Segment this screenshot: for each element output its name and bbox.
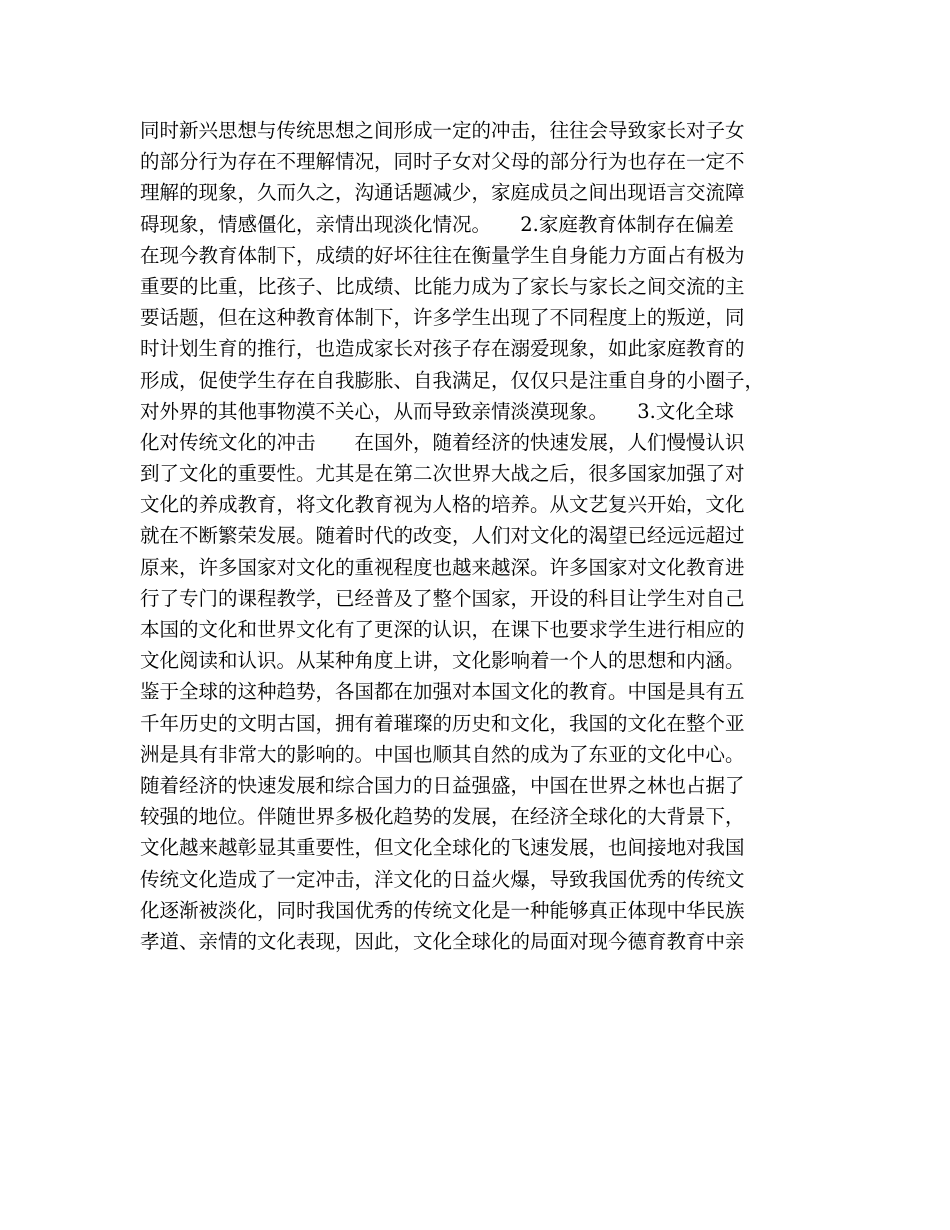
text-line-10: 对外界的其他事物漠不关心，从而导致亲情淡漠现象。 3.文化全球 [140, 399, 734, 423]
text-line-8: 时计划生育的推行，也造成家长对孩子存在溺爱现象，如此家庭教育的 [140, 337, 745, 361]
text-line-7: 要话题，但在这种教育体制下，许多学生出现了不同程度上的叛逆，同 [140, 306, 745, 330]
text-line-12: 到了文化的重要性。尤其是在第二次世界大战之后，很多国家加强了对 [140, 462, 745, 486]
text-line-14: 就在不断繁荣发展。随着时代的改变，人们对文化的渴望已经远远超过 [140, 524, 745, 548]
text-line-16: 行了专门的课程教学，已经普及了整个国家，开设的科目让学生对自己 [140, 586, 745, 610]
text-line-5: 在现今教育体制下，成绩的好坏往往在衡量学生自身能力方面占有极为 [140, 243, 745, 267]
text-line-22: 随着经济的快速发展和综合国力的日益强盛，中国在世界之林也占据了 [140, 773, 745, 797]
text-line-23: 较强的地位。伴随世界多极化趋势的发展，在经济全球化的大背景下， [140, 805, 745, 829]
text-line-6: 重要的比重，比孩子、比成绩、比能力成为了家长与家长之间交流的主 [140, 274, 745, 298]
text-line-15: 原来，许多国家对文化的重视程度也越来越深。许多国家对文化教育进 [140, 555, 745, 579]
text-line-25: 传统文化造成了一定冲击，洋文化的日益火爆，导致我国优秀的传统文 [140, 867, 745, 891]
text-line-17: 本国的文化和世界文化有了更深的认识，在课下也要求学生进行相应的 [140, 618, 745, 641]
text-line-18: 文化阅读和认识。从某种角度上讲，文化影响着一个人的思想和内涵。 [140, 649, 745, 673]
text-line-24: 文化越来越彰显其重要性，但文化全球化的飞速发展，也间接地对我国 [140, 836, 745, 860]
text-line-20: 千年历史的文明古国，拥有着璀璨的历史和文化，我国的文化在整个亚 [140, 711, 745, 735]
text-line-27: 孝道、亲情的文化表现，因此，文化全球化的局面对现今德育教育中亲 [140, 929, 745, 953]
text-line-26: 化逐渐被淡化，同时我国优秀的传统文化是一种能够真正体现中华民族 [140, 898, 745, 922]
text-line-13: 文化的养成教育，将文化教育视为人格的培养。从文艺复兴开始，文化 [140, 493, 745, 517]
body-text [140, 115, 820, 957]
text-line-9: 形成，促使学生存在自我膨胀、自我满足，仅仅只是注重自身的小圈子， [140, 368, 765, 392]
text-line-11: 化对传统文化的冲击 在国外，随着经济的快速发展，人们慢慢认识 [140, 430, 745, 454]
text-line-3: 理解的现象，久而久之，沟通话题减少，家庭成员之间出现语言交流障 [140, 181, 745, 205]
text-line-4: 碍现象，情感僵化，亲情出现淡化情况。 2.家庭教育体制存在偏差 [140, 212, 734, 236]
text-line-2: 的部分行为存在不理解情况，同时子女对父母的部分行为也存在一定不 [140, 150, 745, 174]
text-line-21: 洲是具有非常大的影响的。中国也顺其自然的成为了东亚的文化中心。 [140, 742, 745, 766]
text-line-1: 同时新兴思想与传统思想之间形成一定的冲击，往往会导致家长对子女 [140, 119, 745, 142]
text-line-19: 鉴于全球的这种趋势，各国都在加强对本国文化的教育。中国是具有五 [140, 680, 745, 704]
